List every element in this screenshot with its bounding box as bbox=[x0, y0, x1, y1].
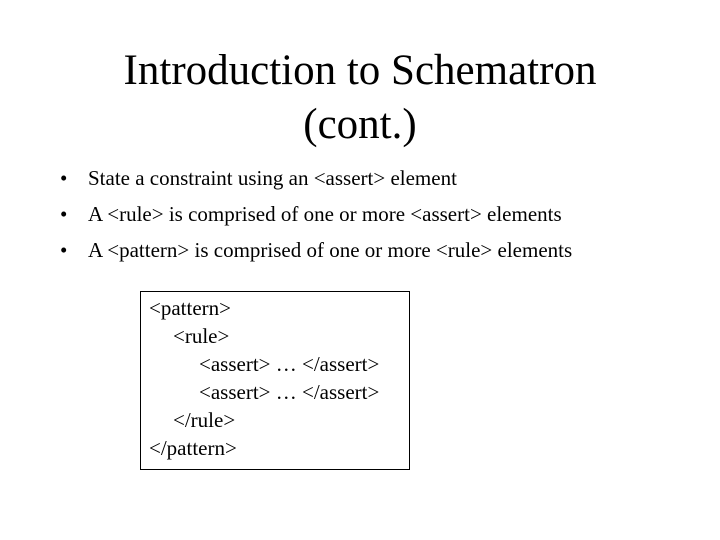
code-line-assert: <assert> … </assert> bbox=[199, 380, 380, 404]
slide-title bbox=[0, 44, 720, 152]
code-line-pattern-open: <pattern> bbox=[149, 296, 231, 320]
code-example-box bbox=[140, 291, 410, 470]
bullet-text: A <rule> is comprised of one or more <assert> elements bbox=[88, 202, 562, 226]
bullet-text: State a constraint using an <assert> element bbox=[88, 166, 457, 190]
code-line-rule-open: <rule> bbox=[173, 324, 230, 348]
title-line-1: Introduction to Schematron bbox=[123, 47, 597, 94]
bullet-list bbox=[60, 160, 572, 268]
title-line-2: (cont.) bbox=[303, 101, 417, 148]
bullet-icon: • bbox=[60, 202, 68, 226]
bullet-text: A <pattern> is comprised of one or more <rule> elements bbox=[88, 238, 573, 262]
code-line-assert: <assert> … </assert> bbox=[199, 352, 380, 376]
bullet-item bbox=[60, 196, 572, 232]
code-line-pattern-close: </pattern> bbox=[149, 436, 237, 460]
bullet-icon: • bbox=[60, 166, 68, 190]
bullet-item bbox=[60, 160, 572, 196]
bullet-icon: • bbox=[60, 238, 68, 262]
code-line-rule-close: </rule> bbox=[173, 408, 236, 432]
bullet-item bbox=[60, 232, 572, 268]
